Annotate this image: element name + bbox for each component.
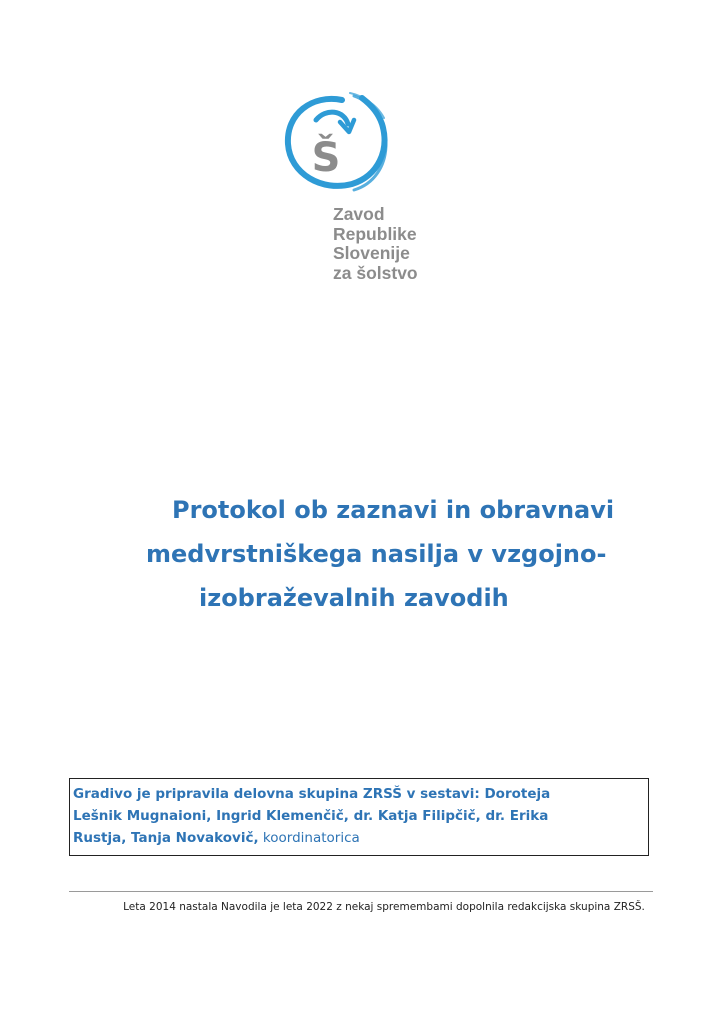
authors-line: Gradivo je pripravila delovna skupina ZRSŠ v sestavi: Doroteja — [73, 786, 551, 802]
title-line: Protokol ob zaznavi in obravnavi — [172, 496, 615, 524]
authors-line: Lešnik Mugnaioni, Ingrid Klemenčič, dr. Katja Filipčič, dr. Erika — [73, 808, 549, 824]
title-line: medvrstniškega nasilja v vzgojno- — [146, 540, 607, 568]
org-name-line: za šolstvo — [333, 262, 418, 283]
coordinator-label: koordinatorica — [258, 830, 360, 846]
logo-glyph: Š — [311, 135, 341, 181]
org-name-line: Slovenije — [333, 243, 410, 263]
org-name-line: Republike — [333, 223, 417, 244]
footer-note — [0, 901, 724, 913]
authors-names-end: Rustja, Tanja Novakovič, — [73, 830, 259, 846]
zrss-swirl-logo-icon — [282, 92, 392, 194]
title-line: izobraževalnih zavodih — [199, 584, 509, 612]
organization-name — [333, 205, 418, 283]
authors-line-last — [73, 827, 648, 849]
footer-note-text: Leta 2014 nastala Navodila je leta 2022 z nekaj spremembami dopolnila redakcijska skupina ZRSŠ. — [123, 901, 645, 913]
footer-divider — [69, 891, 653, 892]
authors-box — [69, 778, 649, 856]
org-name-line: Zavod — [333, 204, 385, 224]
